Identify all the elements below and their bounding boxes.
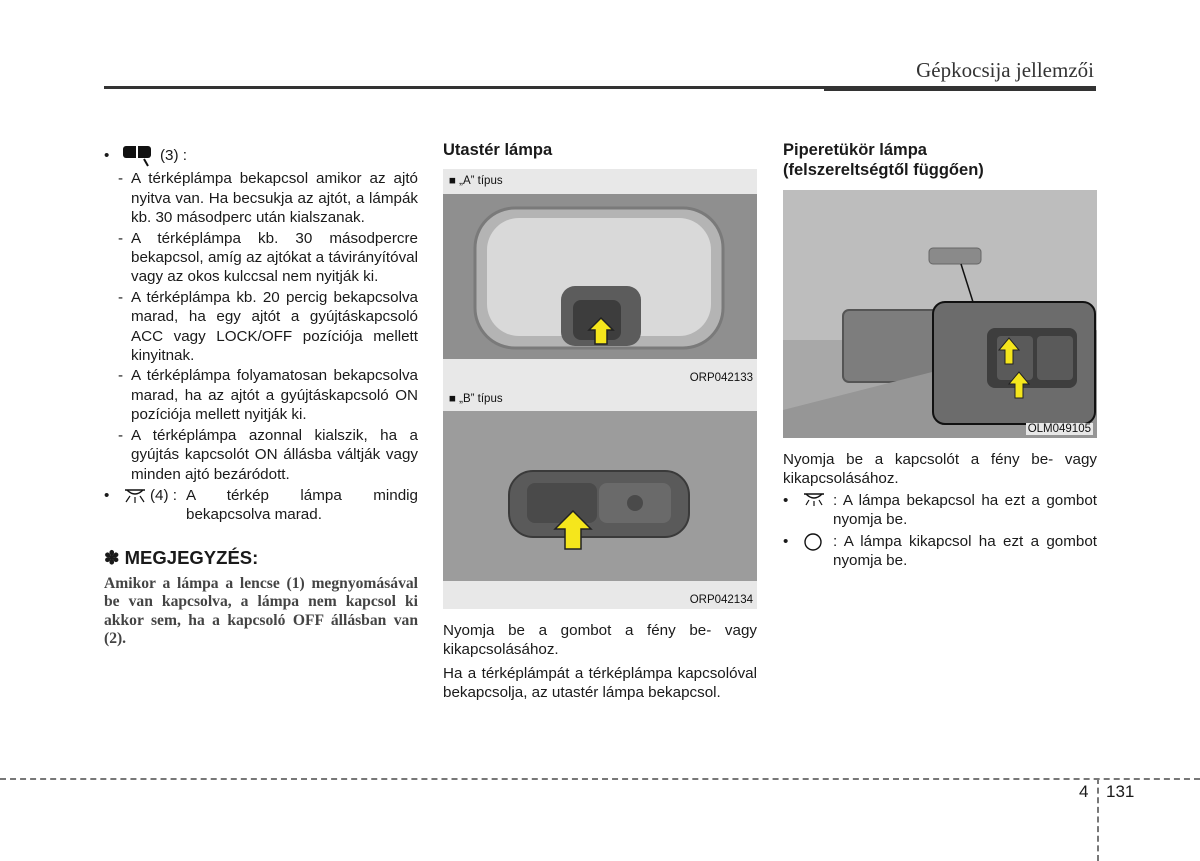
bullet-dot: • bbox=[104, 147, 110, 164]
figure-vanity-code: OLM049105 bbox=[1027, 423, 1091, 435]
figure-type-b-code: ORP042134 bbox=[689, 594, 753, 606]
lamp-bullet bbox=[104, 486, 418, 525]
column-right bbox=[783, 140, 1097, 570]
door-icon bbox=[122, 146, 156, 164]
vanity-off-item bbox=[783, 532, 1097, 571]
door-bullet-suffix: (3) : bbox=[160, 147, 188, 164]
interior-lamp-para-2: Ha a térképlámpát a térképlámpa kapcsolóval bekapcsolja, az utastér lámpa bekapcsol. bbox=[443, 664, 757, 702]
lamp-off-icon bbox=[801, 532, 831, 557]
list-dash: - bbox=[118, 367, 124, 385]
section-title-interior-lamp: Utastér lámpa bbox=[443, 141, 553, 159]
page-number: 131 bbox=[1106, 782, 1135, 801]
section-number: 4 bbox=[1079, 782, 1089, 801]
column-left bbox=[104, 140, 418, 649]
interior-lamp-para-1: Nyomja be a gombot a fény be- vagy kikapcsolásához. bbox=[443, 622, 757, 659]
door-list-item-text: A térképlámpa bekapcsol amikor az ajtó nyitva van. Ha becsukja az ajtót, a lámpák kb. 30 másodperc után kialszanak. bbox=[131, 170, 418, 227]
figure-type-a-code: ORP042133 bbox=[689, 372, 753, 384]
bullet-dot: • bbox=[783, 491, 789, 509]
lamp-bullet-prefix: (4) : bbox=[150, 486, 178, 504]
door-list-item-text: A térképlámpa kb. 20 percig bekapcsolva marad, ha egy ajtót a gyújtáskapcsoló ACC vagy LOCK/OFF pozíciója mellett kinyitnak. bbox=[131, 288, 418, 365]
figure-type-b-photo bbox=[443, 411, 757, 581]
bullet-dot: • bbox=[783, 532, 789, 550]
figure-vanity bbox=[783, 190, 1097, 438]
vanity-off-text: : A lámpa kikapcsol ha ezt a gombot nyomja be. bbox=[833, 532, 1097, 570]
door-list-item bbox=[118, 229, 418, 287]
list-dash: - bbox=[118, 229, 124, 247]
figure-type-a-photo bbox=[443, 194, 757, 359]
note-body: Amikor a lámpa a lencse (1) megnyomásával be van kapcsolva, a lámpa nem kapcsol ki akkor sem, ha a kapcsoló OFF állásban van (2). bbox=[104, 574, 418, 648]
figure-type-a-label: ■ „A” típus bbox=[449, 175, 503, 187]
header-rule-accent bbox=[824, 86, 1096, 91]
door-list-item bbox=[118, 169, 418, 227]
door-list-item bbox=[118, 288, 418, 366]
figure-type-b-label: ■ „B” típus bbox=[449, 393, 503, 405]
section-title-vanity-lamp-line1: Piperetükör lámpa bbox=[783, 141, 927, 159]
door-items-list bbox=[104, 169, 418, 484]
vanity-lamp-para: Nyomja be a kapcsolót a fény be- vagy kikapcsolásához. bbox=[783, 451, 1097, 488]
door-list-item-text: A térképlámpa kb. 30 másodpercre bekapcsol, amíg az ajtókat a távirányítóval vagy az okos kulccsal nem nyitják ki. bbox=[131, 229, 418, 286]
door-bullet bbox=[104, 146, 418, 165]
header-title: Gépkocsija jellemzői bbox=[916, 58, 1094, 82]
door-list-item-text: A térképlámpa azonnal kialszik, ha a gyújtás kapcsolót ON állásba váltják vagy minden ajtó bezáródott. bbox=[131, 426, 418, 483]
footer-divider bbox=[1097, 778, 1099, 861]
list-dash: - bbox=[118, 170, 124, 188]
column-middle bbox=[443, 140, 757, 703]
footer-rule bbox=[0, 778, 1200, 780]
list-dash: - bbox=[118, 426, 124, 444]
lamp-on-icon bbox=[122, 486, 150, 509]
vanity-on-item bbox=[783, 491, 1097, 530]
door-list-item-text: A térképlámpa folyamatosan bekapcsolva marad, ha az ajtót a gyújtáskapcsoló ON pozíciója mellett nyitják ki. bbox=[131, 367, 418, 424]
door-list-item bbox=[118, 366, 418, 424]
note-title: ✽ MEGJEGYZÉS: bbox=[104, 546, 259, 568]
lamp-bullet-text: A térkép lámpa mindig bekapcsolva marad. bbox=[186, 486, 418, 524]
bullet-dot: • bbox=[104, 486, 110, 504]
vanity-on-text: : A lámpa bekapcsol ha ezt a gombot nyomja be. bbox=[833, 491, 1097, 529]
list-dash: - bbox=[118, 288, 124, 306]
figure-type-a bbox=[443, 169, 757, 387]
door-list-item bbox=[118, 426, 418, 484]
section-title-vanity-lamp-line2: (felszereltségtől függően) bbox=[783, 161, 984, 179]
lamp-on-icon bbox=[801, 491, 831, 512]
figure-type-b bbox=[443, 387, 757, 609]
